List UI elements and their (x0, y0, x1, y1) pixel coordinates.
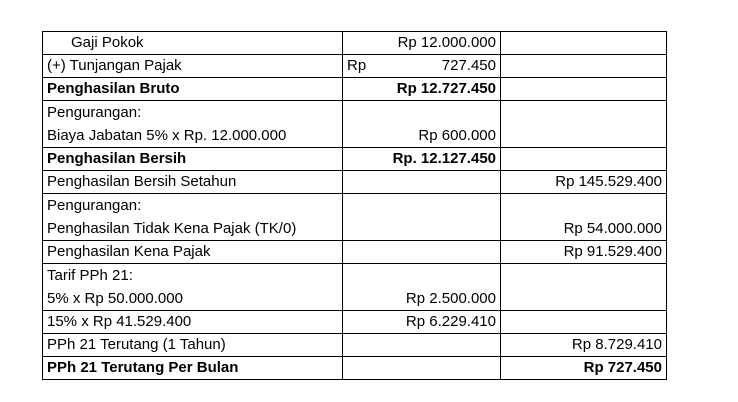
row-total: Rp 91.529.400 (501, 241, 667, 264)
row-total (501, 101, 667, 148)
table-row (43, 55, 667, 78)
row-label: PPh 21 Terutang (1 Tahun) (43, 334, 343, 357)
row-label-line: Tarif PPh 21: (47, 267, 133, 284)
row-amount: Rp 12.727.450 (343, 78, 501, 101)
table-row (43, 148, 667, 171)
table-row (43, 241, 667, 264)
row-label: Penghasilan Bersih Setahun (43, 171, 343, 194)
row-amount: Rp. 12.127.450 (343, 148, 501, 171)
row-label (43, 194, 343, 241)
table-row (43, 32, 667, 55)
table-row (43, 264, 667, 311)
table-row (43, 78, 667, 101)
row-amount: Rp 6.229.410 (343, 311, 501, 334)
row-label-line: Biaya Jabatan 5% x Rp. 12.000.000 (47, 127, 287, 144)
table-row (43, 311, 667, 334)
row-label (43, 101, 343, 148)
row-amount: Rp 600.000 (343, 101, 501, 148)
row-amount (343, 55, 501, 78)
tax-calculation-table (42, 31, 667, 380)
row-label (43, 264, 343, 311)
row-label: PPh 21 Terutang Per Bulan (43, 357, 343, 380)
row-amount: Rp 2.500.000 (343, 264, 501, 311)
row-label-line: Penghasilan Tidak Kena Pajak (TK/0) (47, 220, 297, 237)
row-total (501, 148, 667, 171)
row-total: Rp 8.729.410 (501, 334, 667, 357)
row-total (501, 32, 667, 55)
table-row (43, 101, 667, 148)
row-label-line: 5% x Rp 50.000.000 (47, 290, 183, 307)
row-amount (343, 334, 501, 357)
row-total: Rp 54.000.000 (501, 194, 667, 241)
row-total (501, 264, 667, 311)
row-label: Penghasilan Bersih (43, 148, 343, 171)
row-total (501, 311, 667, 334)
row-label: (+) Tunjangan Pajak (43, 55, 343, 78)
row-label: Penghasilan Kena Pajak (43, 241, 343, 264)
table-row (43, 334, 667, 357)
row-label: Gaji Pokok (43, 32, 343, 55)
row-total: Rp 145.529.400 (501, 171, 667, 194)
row-total (501, 55, 667, 78)
row-amount: Rp 12.000.000 (343, 32, 501, 55)
row-amount (343, 357, 501, 380)
row-label-line: Pengurangan: (47, 104, 142, 121)
table-row (43, 171, 667, 194)
table-row (43, 357, 667, 380)
row-amount (343, 171, 501, 194)
row-amount (343, 241, 501, 264)
row-total: Rp 727.450 (501, 357, 667, 380)
row-amount (343, 194, 501, 241)
row-label: Penghasilan Bruto (43, 78, 343, 101)
row-total (501, 78, 667, 101)
amount-value: 727.450 (441, 57, 496, 74)
row-label: 15% x Rp 41.529.400 (43, 311, 343, 334)
currency-prefix: Rp (347, 57, 367, 74)
row-label-line: Pengurangan: (47, 197, 142, 214)
table-row (43, 194, 667, 241)
